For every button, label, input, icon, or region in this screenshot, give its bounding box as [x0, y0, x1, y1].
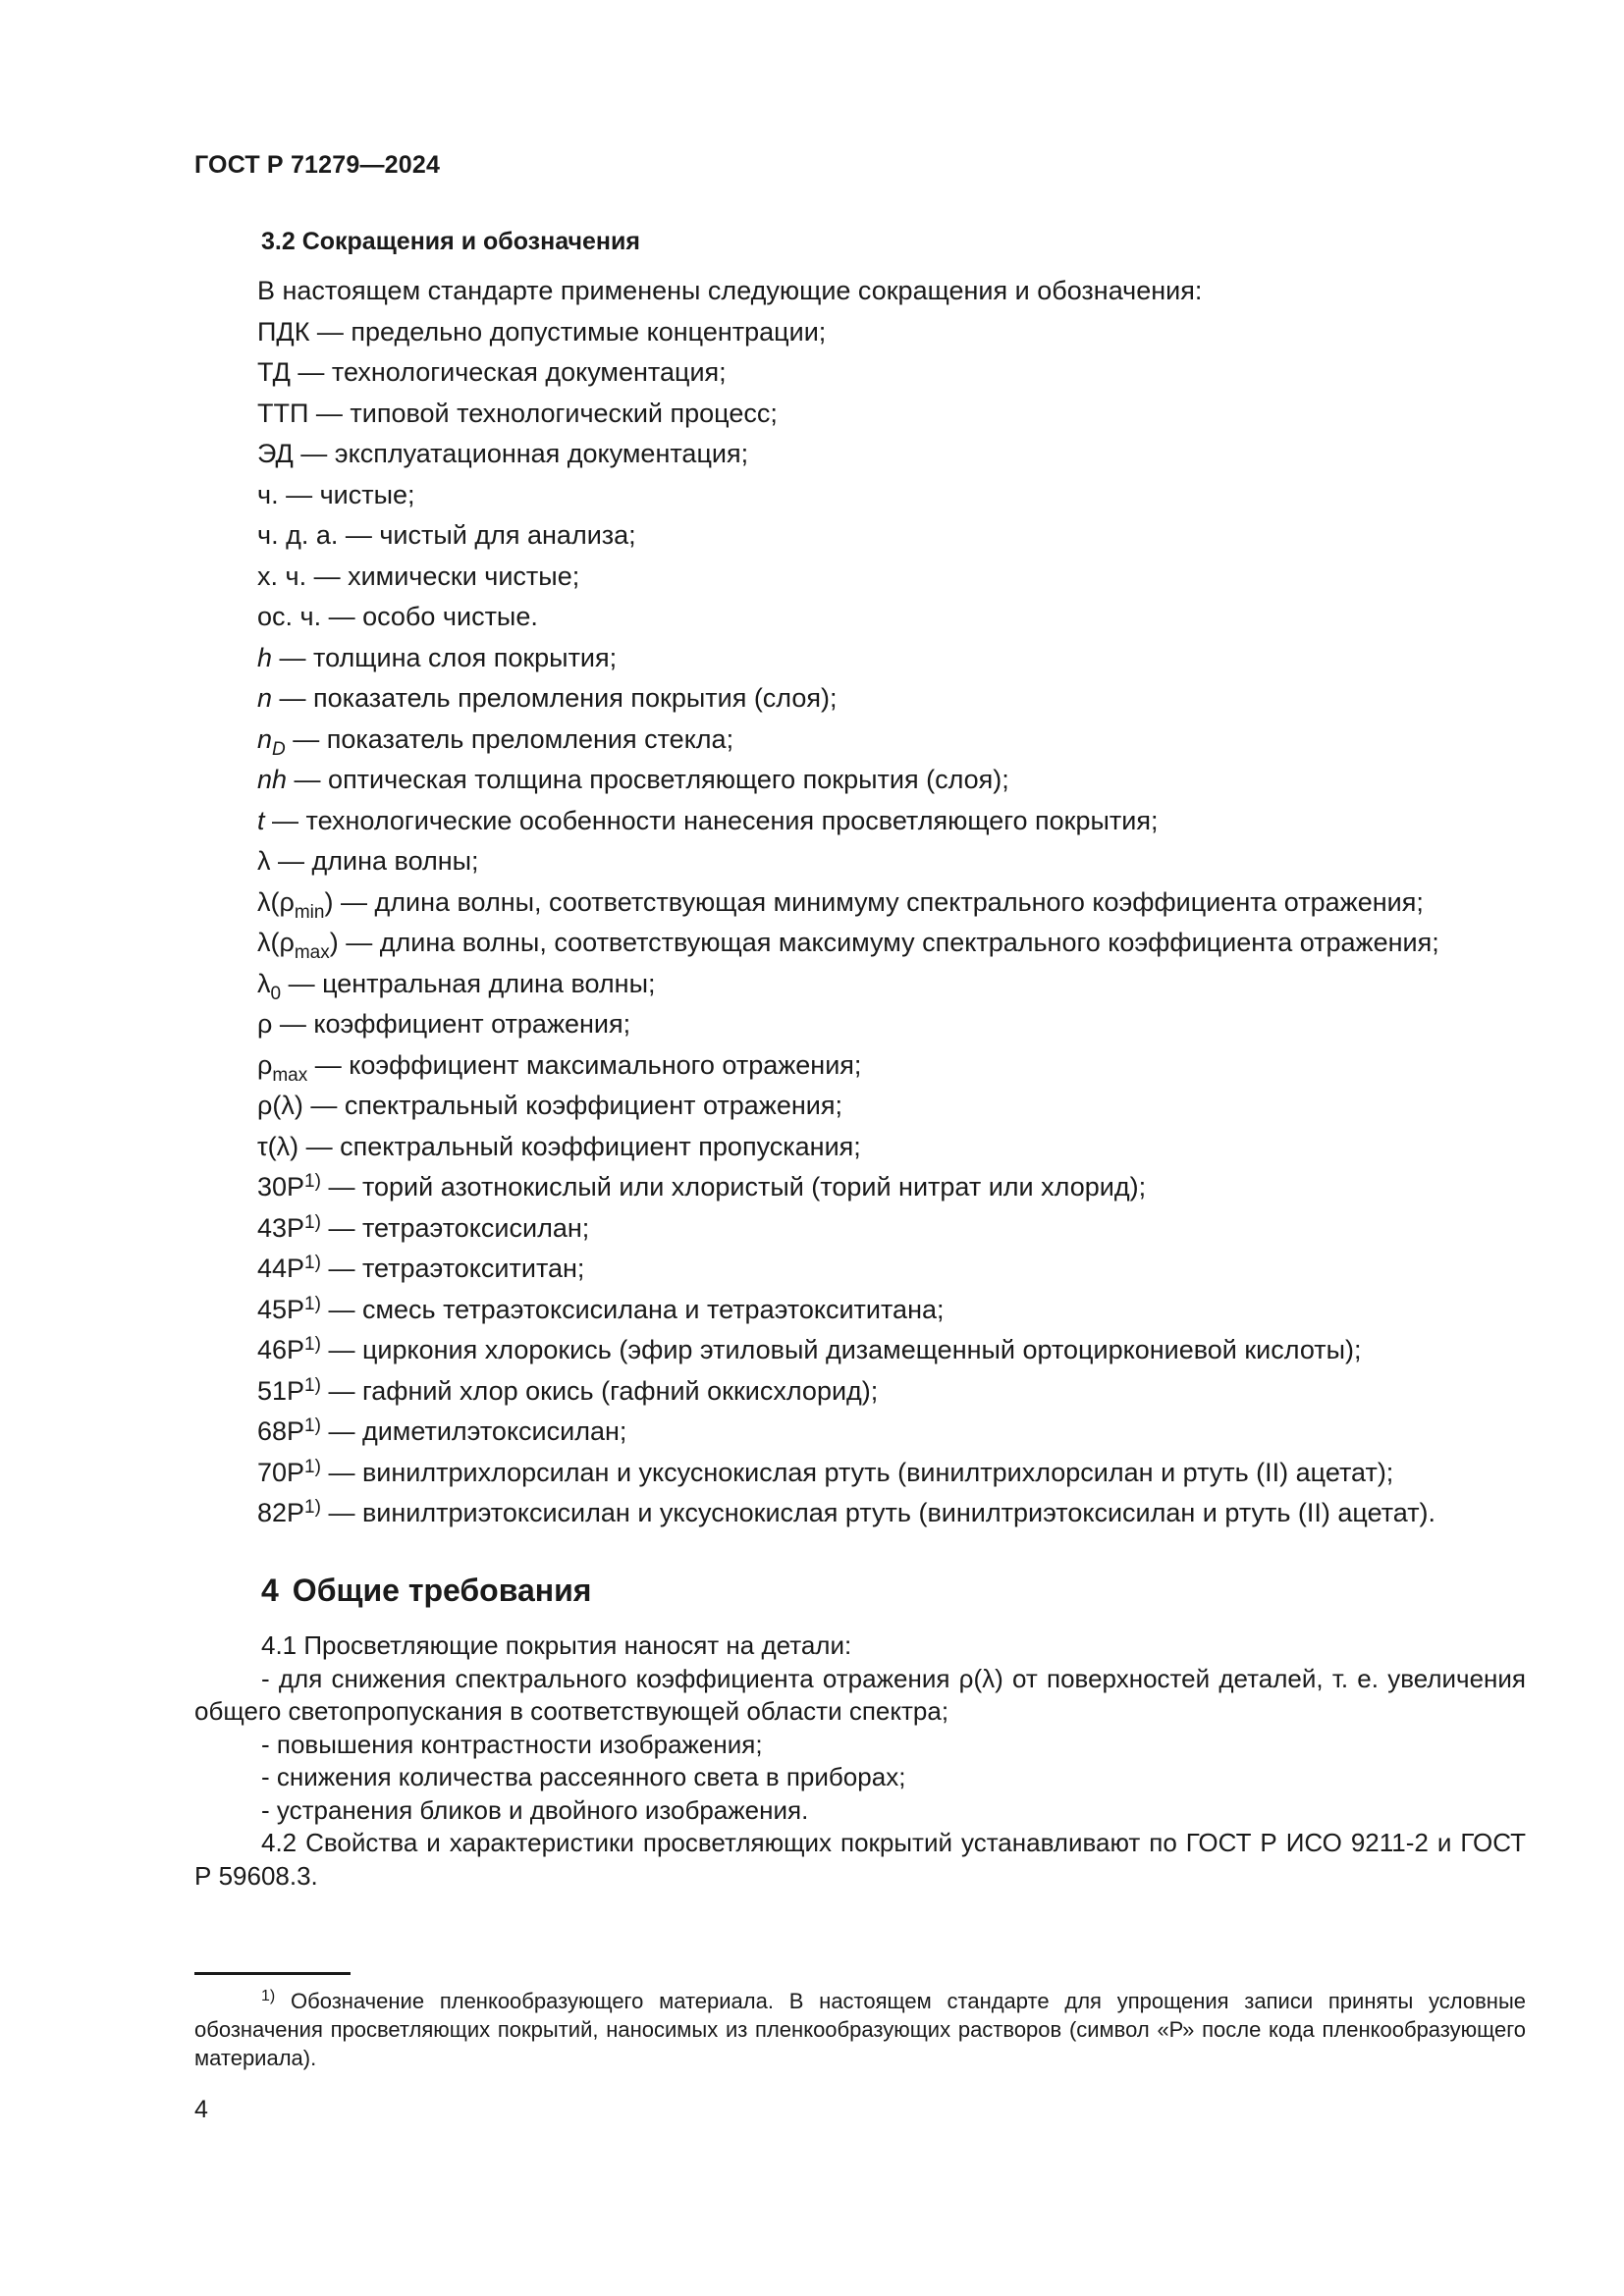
standard-id-header: ГОСТ Р 71279—2024: [194, 151, 441, 179]
material-definition: — диметилэтоксисилан;: [320, 1416, 627, 1446]
abbreviations-list: [257, 271, 1534, 1534]
footnote-text: Обозначение пленкообразующего материала. В настоящем стандарте для упрощения записи приняты условные обозначения просветляющих покрытий, наносимых из пленкообразующих растворов (символ «Р» после кода пленкообразующего материала).: [194, 1989, 1526, 2070]
symbol-definition: — центральная длина волны;: [281, 968, 656, 998]
list-item: [257, 1493, 1534, 1534]
symbol-term: λ(ρ: [257, 928, 295, 957]
list-item: [257, 923, 1534, 964]
material-definition: — винилтрихлорсилан и уксуснокислая ртуть (винилтрихлорсилан и ртуть (II) ацетат);: [320, 1457, 1394, 1487]
symbol-suffix: ): [324, 886, 334, 917]
symbol-term: nh: [257, 765, 288, 794]
abbreviations-intro: В настоящем стандарте применены следующие сокращения и обозначения:: [257, 276, 1203, 305]
symbol-term: n: [257, 683, 273, 713]
footnote-mark: 1): [261, 1988, 276, 2004]
material-definition: — тетраэтоксититан;: [320, 1254, 585, 1283]
abbr-term: ч.: [257, 479, 279, 509]
material-code: 51Р: [257, 1375, 305, 1406]
symbol-definition: — длина волны;: [270, 846, 479, 876]
symbol-definition: — коэффициент максимального отражения;: [307, 1049, 862, 1080]
footnote-ref: 1): [304, 1253, 321, 1273]
footnote: [194, 1987, 1526, 2072]
footnote-ref: 1): [304, 1171, 321, 1192]
abbr-definition: — эксплуатационная документация;: [293, 439, 749, 468]
section-4-title: Общие требования: [292, 1573, 592, 1608]
abbr-definition: — технологическая документация;: [290, 357, 727, 387]
list-item: [257, 964, 1534, 1005]
abbr-definition: — типовой технологический процесс;: [308, 398, 778, 428]
section-4-heading: [261, 1573, 591, 1609]
abbr-definition: — химически чистые;: [306, 561, 580, 591]
list-item: [257, 1004, 1534, 1045]
list-item: [257, 1167, 1534, 1208]
abbr-term: ТТП: [257, 398, 309, 428]
list-item: [257, 475, 1534, 516]
paragraph-4-2: 4.2 Свойства и характеристики просветляющих покрытий устанавливают по ГОСТ Р ИСО 9211-2 и ГОСТ Р 59608.3.: [194, 1828, 1526, 1891]
page-number: 4: [194, 2096, 208, 2123]
material-code: 44Р: [257, 1254, 305, 1283]
list-item: [257, 1045, 1534, 1087]
material-code: 43Р: [257, 1212, 305, 1243]
abbr-term: ч. д. а.: [257, 520, 339, 550]
symbol-suffix: ): [329, 928, 339, 957]
abbr-term: ТД: [257, 357, 291, 387]
list-item: [257, 1453, 1534, 1494]
footnote-ref: 1): [304, 1374, 321, 1396]
symbol-subscript: max: [294, 942, 330, 963]
abbr-definition: — особо чистые.: [321, 602, 538, 631]
abbr-definition: — чистый для анализа;: [338, 520, 636, 550]
abbr-term: ос. ч.: [257, 602, 322, 631]
abbr-term: х. ч.: [257, 561, 307, 591]
list-item: [257, 720, 1534, 761]
symbol-definition: — показатель преломления покрытия (слоя);: [272, 683, 838, 713]
footnote-ref: 1): [304, 1497, 321, 1518]
list-item: [257, 312, 1534, 353]
list-item: [257, 1249, 1534, 1290]
symbol-term: τ(λ): [257, 1131, 299, 1161]
symbol-term: λ: [257, 846, 271, 876]
list-item: [257, 678, 1534, 720]
abbr-definition: — предельно допустимые концентрации;: [309, 316, 827, 347]
section-4-number: 4: [261, 1573, 279, 1608]
footnote-ref: 1): [304, 1456, 321, 1477]
material-code: 46Р: [257, 1335, 305, 1364]
symbol-definition: — оптическая толщина просветляющего покрытия (слоя);: [287, 765, 1009, 794]
material-code: 30Р: [257, 1172, 305, 1201]
list-item: [257, 638, 1534, 679]
symbol-subscript: min: [294, 901, 325, 923]
list-item: [257, 760, 1534, 801]
symbol-subscript: max: [272, 1064, 308, 1086]
list-item: [257, 1412, 1534, 1453]
symbol-definition: — коэффициент отражения;: [272, 1009, 631, 1039]
list-item: [257, 1208, 1534, 1250]
list-item: [257, 801, 1534, 842]
material-code: 82Р: [257, 1498, 305, 1527]
symbol-definition: — спектральный коэффициент пропускания;: [298, 1131, 861, 1161]
list-item: [257, 1127, 1534, 1168]
material-definition: — смесь тетраэтоксисилана и тетраэтоксититана;: [320, 1294, 945, 1324]
list-item: - для снижения спектрального коэффициента отражения ρ(λ) от поверхностей деталей, т. е. увеличения общего светопропускания в соответствующей области спектра;: [194, 1663, 1526, 1726]
list-item: [257, 1290, 1534, 1331]
list-item: - устранения бликов и двойного изображения.: [261, 1794, 809, 1825]
list-item: [257, 841, 1534, 882]
abbr-term: ПДК: [257, 316, 310, 347]
material-code: 68Р: [257, 1416, 305, 1446]
footnote-separator: [194, 1972, 351, 1975]
list-item: [257, 1330, 1534, 1371]
symbol-term: h: [257, 642, 273, 672]
material-definition: — тетраэтоксисилан;: [320, 1212, 590, 1243]
symbol-subscript: D: [272, 738, 286, 760]
material-definition: — гафний хлор окись (гафний оккисхлорид);: [320, 1375, 879, 1406]
section-3-2-heading: 3.2 Сокращения и обозначения: [261, 228, 640, 255]
material-definition: — торий азотнокислый или хлористый (торий нитрат или хлорид);: [320, 1172, 1147, 1201]
section-4-body: [194, 1629, 1526, 1893]
list-item: [257, 515, 1534, 557]
material-code: 45Р: [257, 1294, 305, 1324]
abbr-term: ЭД: [257, 439, 294, 468]
list-item: [257, 557, 1534, 598]
symbol-definition: — технологические особенности нанесения просветляющего покрытия;: [264, 805, 1159, 835]
symbol-definition: — показатель преломления стекла;: [285, 723, 734, 754]
symbol-term: ρ: [257, 1049, 273, 1080]
symbol-term: ρ: [257, 1009, 273, 1039]
list-item: - повышения контрастности изображения;: [261, 1729, 763, 1759]
abbr-definition: — чистые;: [278, 479, 415, 509]
symbol-definition: — длина волны, соответствующая минимуму спектрального коэффициента отражения;: [333, 886, 1424, 917]
list-item: [257, 1371, 1534, 1413]
footnote-ref: 1): [304, 1293, 321, 1314]
list-item: [257, 1086, 1534, 1127]
symbol-definition: — спектральный коэффициент отражения;: [302, 1091, 842, 1120]
footnote-ref: 1): [304, 1415, 321, 1436]
symbol-definition: — длина волны, соответствующая максимуму спектрального коэффициента отражения;: [338, 928, 1439, 957]
list-item: [257, 597, 1534, 638]
footnote-ref: 1): [304, 1211, 321, 1233]
symbol-term: λ: [257, 968, 271, 998]
material-code: 70Р: [257, 1457, 305, 1487]
material-definition: — циркония хлорокись (эфир этиловый дизамещенный ортоциркониевой кислоты);: [320, 1335, 1362, 1364]
symbol-definition: — толщина слоя покрытия;: [272, 642, 618, 672]
list-item: [257, 434, 1534, 475]
material-definition: — винилтриэтоксисилан и уксуснокислая ртуть (винилтриэтоксисилан и ртуть (II) ацетат).: [320, 1498, 1436, 1527]
symbol-term: t: [257, 805, 265, 835]
symbol-subscript: 0: [270, 983, 282, 1004]
symbol-term: n: [257, 723, 273, 754]
footnote-ref: 1): [304, 1334, 321, 1355]
list-item: [257, 394, 1534, 435]
list-item: - снижения количества рассеянного света в приборах;: [261, 1762, 906, 1791]
symbol-term: λ(ρ: [257, 886, 295, 917]
list-item: [257, 882, 1534, 924]
list-item: [257, 352, 1534, 394]
paragraph-4-1: 4.1 Просветляющие покрытия наносят на детали:: [261, 1630, 852, 1660]
symbol-term: ρ(λ): [257, 1091, 303, 1120]
